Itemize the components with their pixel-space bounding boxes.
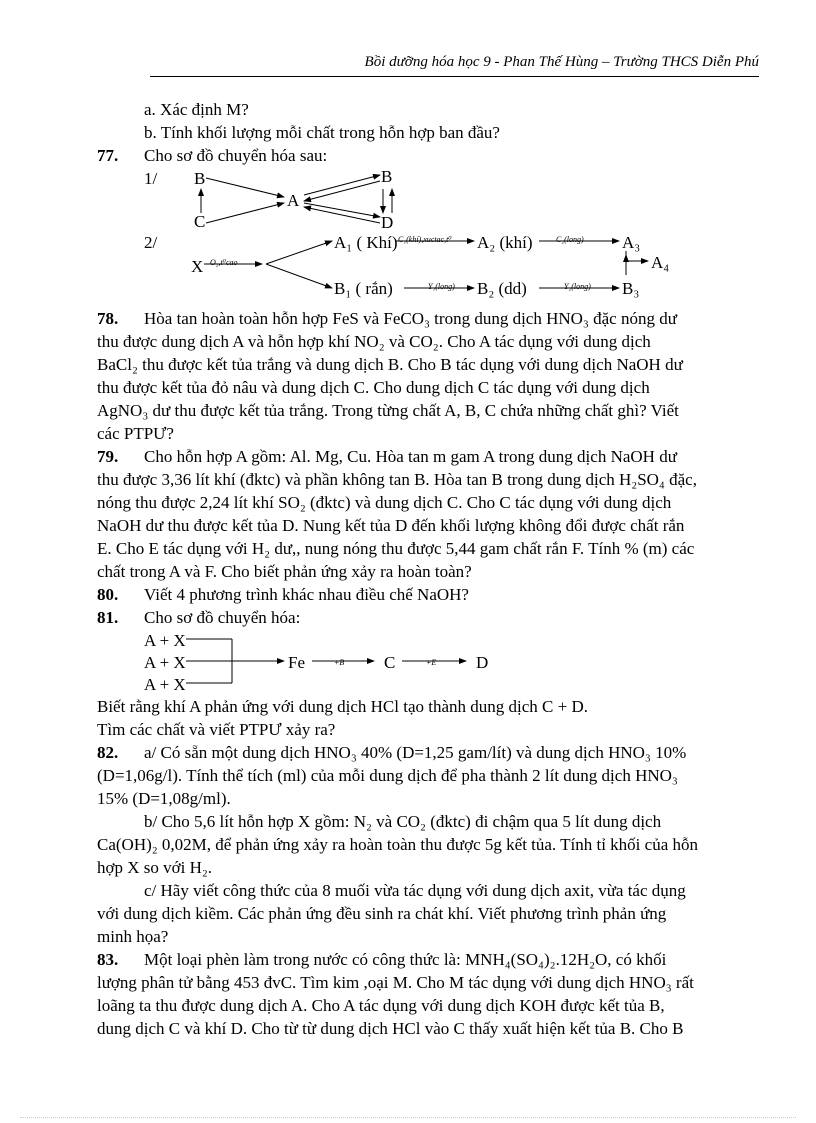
question-line: Ca(OH)₂ 0,02M, để phản ứng xảy ra hoàn toàn thu được 5g kết tủa. Tính tỉ khối của hỗn [97,835,698,854]
question-line: lượng phân tử bằng 453 đvC. Tìm kim ,oại M. Cho M tác dụng với dung dịch HNO₃ rất [97,973,694,992]
question-line: AgNO₃ dư thu được kết tủa trắng. Trong từng chất A, B, C chứa những chất ghì? Viết [97,401,679,420]
question-80 [97,583,765,606]
cond-b2: Y₂(long) [564,282,591,291]
reactant-ax-2: A + X [144,653,186,672]
question-text: Viết 4 phương trình khác nhau điều chế NaOH? [144,585,469,604]
question-number: 79. [97,447,119,466]
label-1: 1/ [144,169,158,188]
question-line: Tìm các chất và viết PTPƯ xảy ra? [97,720,336,739]
diagram-77-2 [144,231,765,307]
question-number: 83. [97,950,119,969]
node-b3: B₃ [622,279,640,298]
question-text: Cho sơ đồ chuyển hóa: [144,608,301,627]
question-line: minh họa? [97,927,169,946]
intro-b: b. Tính khối lượng mỗi chất trong hỗn hợp ban đầu? [144,123,500,142]
question-81 [97,606,765,629]
intro-a: a. Xác định M? [144,100,249,119]
node-a: A [287,191,300,210]
reactant-ax-3: A + X [144,675,186,694]
question-line: Một loại phèn làm trong nước có công thức là: MNH₄(SO₄)₂.12H₂O, có khối [144,950,667,969]
question-line: dung dịch C và khí D. Cho từ từ dung dịch HCl vào C thấy xuất hiện kết tủa B. Cho B [97,1019,684,1038]
node-b: B [194,169,206,188]
question-line: chất trong A và F. Cho biết phản ứng xảy ra hoàn toàn? [97,562,472,581]
question-number: 77. [97,146,119,165]
arrow-b-to-a2 [304,181,380,201]
diagram-77-1-arrows [144,167,764,231]
reactant-ax-1: A + X [144,631,186,650]
node-fe: Fe [288,653,305,672]
header-rule [150,76,759,77]
question-line: c/ Hãy viết công thức của 8 muối vừa tác dụng với dung dịch axit, vừa tác dụng [144,881,686,900]
question-line: loãng ta thu được dung dịch A. Cho A tác dụng với dung dịch KOH được kết tủa B, [97,996,665,1015]
question-line: Biết rằng khí A phản ứng với dung dịch HCl tạo thành dung dịch C + D. [97,697,588,716]
question-line: a/ Có sẵn một dung dịch HNO₃ 40% (D=1,25 gam/lít) và dung dịch HNO₃ 10% [144,743,687,762]
node-x: X [191,257,204,276]
cond-b1: Y₁(long) [428,282,455,291]
question-83 [97,948,765,971]
node-d: D [381,213,394,232]
node-a1: A₁ ( Khí) [334,233,398,252]
arrow-c-to-a [206,203,284,223]
node-c: C [384,653,396,672]
question-line: b/ Cho 5,6 lít hỗn hợp X gồm: N₂ và CO₂ (đktc) đi chậm qua 5 lít dung dịch [144,812,662,831]
question-77 [97,144,765,167]
question-line: nóng thu được 2,24 lít khí SO₂ (đktc) và dung dịch C. Cho C tác dụng với dung dịch [97,493,672,512]
cond-a1: C₁(khí),xuctac,t⁰ [398,235,452,244]
question-79 [97,445,765,468]
question-line: E. Cho E tác dụng với H₂ dư,, nung nóng thu được 5,44 gam chất rắn F. Tính % (m) các [97,539,695,558]
question-line: với dung dịch kiềm. Các phản ứng đều sinh ra chát khí. Viết phương trình phản ứng [97,904,667,923]
node-a2: A₂ (khí) [477,233,533,252]
diagram-81 [144,629,765,695]
node-a4: A₄ [651,253,670,272]
cond-x: O₂,t⁰cao [210,258,238,267]
arrow-b-to-a [206,178,284,197]
cond-a2: C₂(long) [556,235,584,244]
node-d: D [476,653,489,672]
arrow-to-b1 [266,264,332,288]
diagram-81-arrows [144,629,564,695]
node-c: C [194,212,206,231]
question-line: BaCl₂ thu được kết tủa trắng và dung dịch B. Cho B tác dụng với dung dịch NaOH dư [97,355,683,374]
question-line: Cho hỗn hợp A gồm: Al. Mg, Cu. Hòa tan m gam A trong dung dịch NaOH dư [144,447,677,466]
page-content [97,98,765,1040]
label-2: 2/ [144,233,158,252]
question-number: 82. [97,743,119,762]
question-line: hợp X so với H₂. [97,858,213,877]
node-a3: A₃ [622,233,641,252]
question-line: Hòa tan hoàn toàn hỗn hợp FeS và FeCO₃ trong dung dịch HNO₃ đặc nóng dư [144,309,677,328]
question-number: 78. [97,309,119,328]
arrow-a-to-b [304,175,380,195]
cond-e: +E [426,658,437,667]
arrow-to-a1 [266,241,332,264]
diagram-77-1 [144,167,765,231]
question-number: 81. [97,608,119,627]
question-line: thu được 3,36 lít khí (đktc) và phần không tan B. Hòa tan B trong dung dịch H₂SO₄ đặc, [97,470,697,489]
question-line: NaOH dư thu được kết tủa D. Nung kết tủa D đến khối lượng không đổi được chất rắn [97,516,685,535]
running-header: Bồi dưỡng hóa học 9 - Phan Thế Hùng – Trường THCS Diễn Phú [364,54,759,70]
question-number: 80. [97,585,119,604]
question-line: thu được kết tủa đỏ nâu và dung dịch C. Cho dung dịch C tác dụng với dung dịch [97,378,650,397]
node-b2: B₂ (dd) [477,279,527,298]
cond-b: +B [334,658,345,667]
question-line: các PTPƯ? [97,424,174,443]
question-text: Cho sơ đồ chuyển hóa sau: [144,146,328,165]
question-78 [97,307,765,330]
question-line: (D=1,06g/l). Tính thể tích (ml) của mỗi dung dịch để pha thành 2 lít dung dịch HNO₃ [97,766,678,785]
question-line: 15% (D=1,08g/ml). [97,789,231,808]
question-line: thu được dung dịch A và hỗn hợp khí NO₂ và CO₂. Cho A tác dụng với dung dịch [97,332,651,351]
page-footer-rule [20,1117,796,1118]
question-82 [97,741,765,764]
node-b2: B [381,167,393,186]
node-b1: B₁ ( rắn) [334,279,393,298]
